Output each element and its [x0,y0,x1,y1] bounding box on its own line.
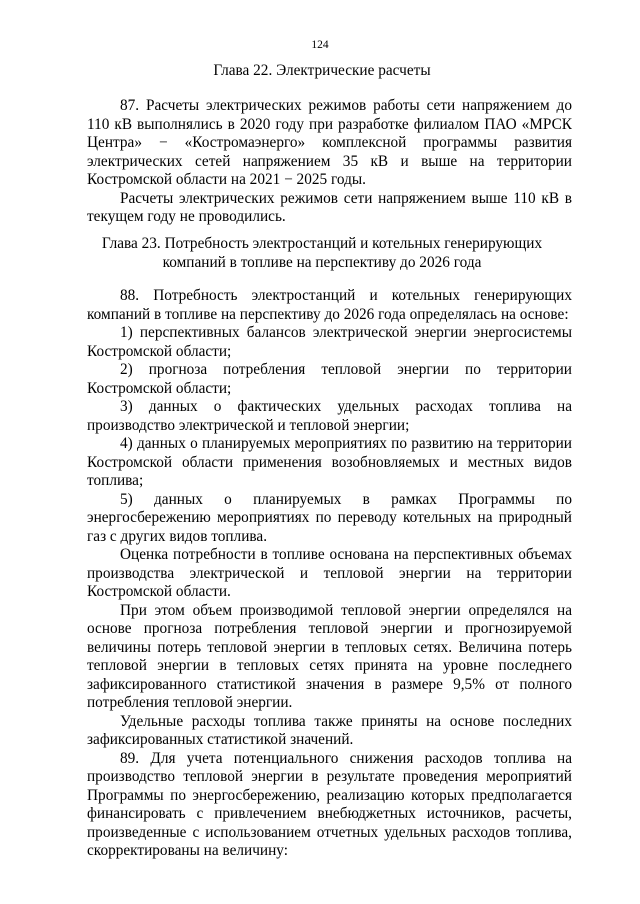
list-item-2: 2) прогноза потребления тепловой энергии по территории Костромской области; [87,361,572,397]
chapter-23-body [87,287,572,861]
list-item-4: 4) данных о планируемых мероприятиях по развитию на территории Костромской области применения возобновляемых и местных видов топлива; [87,435,572,489]
chapter-22-title: Глава 22. Электрические расчеты [213,62,431,79]
chapter-22-body [87,97,572,227]
paragraph-specific-consumption: Удельные расходы топлива также приняты на основе последних зафиксированных статистикой значений. [87,712,572,748]
page-number: 124 [311,39,329,51]
paragraph-87-note: Расчеты электрических режимов сети напряжением выше 110 кВ в текущем году не проводились. [87,189,572,225]
paragraph-88: 88. Потребность электростанций и котельных генерирующих компаний в топливе на перспективу до 2026 года определялась на основе: [87,287,572,323]
list-item-5: 5) данных о планируемых в рамках Программы по энергосбережению мероприятиях по переводу котельных на природный газ с других видов топлива. [87,490,572,545]
list-item-1: 1) перспективных балансов электрической энергии энергосистемы Костромской области; [87,324,572,360]
paragraph-fuel-estimate: Оценка потребности в топливе основана на перспективных объемах производства электрической и тепловой энергии на территории Костромской области. [87,546,572,600]
paragraph-heat-losses: При этом объем производимой тепловой энергии определялся на основе прогноза потребления тепловой энергии и прогнозируемой величины потерь тепловой энергии в тепловых сетях. Величина потерь тепловой энергии в тепловых сетях принята на уровне последнего зафиксированного статистикой значения в размере 9,5% от полного потребления тепловой энергии. [87,601,572,711]
paragraph-87: 87. Расчеты электрических режимов работы сети напряжением до 110 кВ выполнялись в 2020 году при разработке филиалом ПАО «МРСК Центра» − «Костромаэнерго» комплексной программы развития электрических сетей напряжением 35 кВ и выше на территории Костромской области на 2021 − 2025 годы. [87,97,572,188]
list-item-3: 3) данных о фактических удельных расходах топлива на производство электрической и тепловой энергии; [87,398,572,434]
paragraph-89: 89. Для учета потенциального снижения расходов топлива на производство тепловой энергии в результате проведения мероприятий Программы по энергосбережению, реализацию которых предполагается финансировать с привлечением внебюджетных источников, расчеты, произведенные с использованием отчетных удельных расходов топлива, скорректированы на величину: [87,749,572,859]
chapter-23-title: Глава 23. Потребность электростанций и котельных генерирующих компаний в топливе на перспективу до 2026 года [101,235,543,271]
